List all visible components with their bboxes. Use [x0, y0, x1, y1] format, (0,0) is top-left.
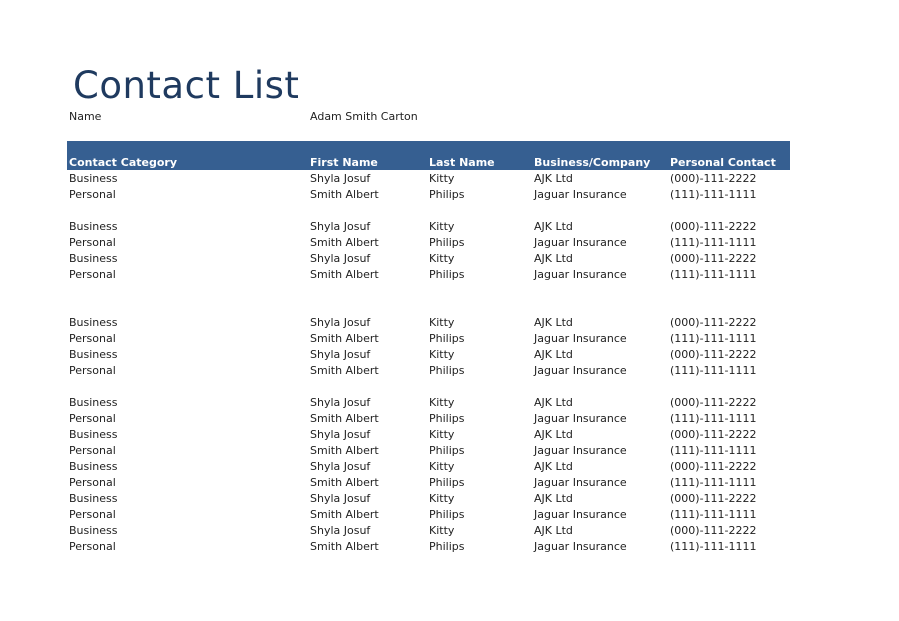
cell-contact-category: Personal — [69, 332, 116, 345]
cell-contact-category: Business — [69, 316, 118, 329]
cell-contact-category: Business — [69, 428, 118, 441]
cell-personal-contact: (000)-111-2222 — [670, 396, 757, 409]
cell-last-name: Philips — [429, 444, 465, 457]
cell-last-name: Philips — [429, 332, 465, 345]
cell-business-company: Jaguar Insurance — [534, 444, 627, 457]
table-row — [0, 411, 899, 427]
cell-last-name: Kitty — [429, 316, 455, 329]
cell-last-name: Philips — [429, 188, 465, 201]
cell-first-name: Smith Albert — [310, 540, 379, 553]
cell-personal-contact: (111)-111-1111 — [670, 540, 757, 553]
cell-personal-contact: (000)-111-2222 — [670, 492, 757, 505]
cell-contact-category: Personal — [69, 540, 116, 553]
cell-business-company: Jaguar Insurance — [534, 332, 627, 345]
cell-personal-contact: (000)-111-2222 — [670, 172, 757, 185]
cell-last-name: Kitty — [429, 396, 455, 409]
header-contact-category: Contact Category — [69, 156, 177, 169]
cell-personal-contact: (000)-111-2222 — [670, 252, 757, 265]
cell-first-name: Shyla Josuf — [310, 220, 371, 233]
cell-business-company: AJK Ltd — [534, 396, 573, 409]
cell-last-name: Kitty — [429, 524, 455, 537]
cell-business-company: AJK Ltd — [534, 252, 573, 265]
cell-contact-category: Personal — [69, 236, 116, 249]
cell-last-name: Kitty — [429, 428, 455, 441]
cell-business-company: AJK Ltd — [534, 348, 573, 361]
header-personal-contact: Personal Contact — [670, 156, 776, 169]
cell-last-name: Philips — [429, 540, 465, 553]
cell-business-company: AJK Ltd — [534, 460, 573, 473]
table-row — [0, 491, 899, 507]
cell-contact-category: Personal — [69, 364, 116, 377]
name-label: Name — [69, 110, 102, 123]
cell-first-name: Shyla Josuf — [310, 524, 371, 537]
cell-first-name: Shyla Josuf — [310, 492, 371, 505]
cell-personal-contact: (000)-111-2222 — [670, 428, 757, 441]
table-row — [0, 251, 899, 267]
table-row — [0, 331, 899, 347]
table-row — [0, 347, 899, 363]
cell-first-name: Smith Albert — [310, 476, 379, 489]
cell-contact-category: Business — [69, 220, 118, 233]
table-row — [0, 363, 899, 379]
cell-business-company: AJK Ltd — [534, 524, 573, 537]
table-row — [0, 171, 899, 187]
cell-first-name: Shyla Josuf — [310, 348, 371, 361]
header-last-name: Last Name — [429, 156, 495, 169]
cell-personal-contact: (111)-111-1111 — [670, 268, 757, 281]
cell-last-name: Philips — [429, 476, 465, 489]
cell-personal-contact: (000)-111-2222 — [670, 316, 757, 329]
cell-first-name: Smith Albert — [310, 188, 379, 201]
cell-business-company: AJK Ltd — [534, 316, 573, 329]
cell-personal-contact: (111)-111-1111 — [670, 188, 757, 201]
cell-personal-contact: (111)-111-1111 — [670, 508, 757, 521]
cell-first-name: Smith Albert — [310, 444, 379, 457]
cell-business-company: Jaguar Insurance — [534, 412, 627, 425]
cell-business-company: Jaguar Insurance — [534, 476, 627, 489]
cell-personal-contact: (000)-111-2222 — [670, 460, 757, 473]
cell-business-company: AJK Ltd — [534, 172, 573, 185]
cell-personal-contact: (111)-111-1111 — [670, 364, 757, 377]
table-row — [0, 315, 899, 331]
cell-business-company: AJK Ltd — [534, 492, 573, 505]
cell-business-company: AJK Ltd — [534, 220, 573, 233]
cell-business-company: Jaguar Insurance — [534, 268, 627, 281]
cell-first-name: Shyla Josuf — [310, 396, 371, 409]
cell-last-name: Philips — [429, 364, 465, 377]
cell-personal-contact: (000)-111-2222 — [670, 524, 757, 537]
table-row — [0, 539, 899, 555]
cell-contact-category: Personal — [69, 268, 116, 281]
cell-last-name: Kitty — [429, 348, 455, 361]
cell-first-name: Shyla Josuf — [310, 172, 371, 185]
cell-first-name: Smith Albert — [310, 508, 379, 521]
cell-last-name: Philips — [429, 412, 465, 425]
cell-business-company: Jaguar Insurance — [534, 508, 627, 521]
cell-first-name: Shyla Josuf — [310, 460, 371, 473]
cell-first-name: Smith Albert — [310, 268, 379, 281]
header-business-company: Business/Company — [534, 156, 651, 169]
cell-contact-category: Business — [69, 460, 118, 473]
cell-contact-category: Business — [69, 396, 118, 409]
cell-business-company: Jaguar Insurance — [534, 540, 627, 553]
table-row — [0, 395, 899, 411]
cell-contact-category: Personal — [69, 188, 116, 201]
cell-contact-category: Business — [69, 252, 118, 265]
table-row — [0, 459, 899, 475]
cell-contact-category: Business — [69, 492, 118, 505]
cell-contact-category: Business — [69, 172, 118, 185]
cell-last-name: Kitty — [429, 172, 455, 185]
table-row — [0, 443, 899, 459]
cell-contact-category: Business — [69, 524, 118, 537]
cell-first-name: Shyla Josuf — [310, 252, 371, 265]
cell-personal-contact: (000)-111-2222 — [670, 220, 757, 233]
cell-last-name: Philips — [429, 268, 465, 281]
cell-business-company: Jaguar Insurance — [534, 236, 627, 249]
cell-last-name: Kitty — [429, 220, 455, 233]
cell-first-name: Smith Albert — [310, 412, 379, 425]
table-row — [0, 187, 899, 203]
cell-first-name: Shyla Josuf — [310, 316, 371, 329]
cell-personal-contact: (111)-111-1111 — [670, 236, 757, 249]
name-value: Adam Smith Carton — [310, 110, 418, 123]
cell-business-company: Jaguar Insurance — [534, 188, 627, 201]
cell-personal-contact: (000)-111-2222 — [670, 348, 757, 361]
cell-business-company: AJK Ltd — [534, 428, 573, 441]
cell-contact-category: Personal — [69, 412, 116, 425]
cell-first-name: Shyla Josuf — [310, 428, 371, 441]
table-row — [0, 475, 899, 491]
cell-contact-category: Business — [69, 348, 118, 361]
header-first-name: First Name — [310, 156, 378, 169]
cell-contact-category: Personal — [69, 508, 116, 521]
page-title: Contact List — [73, 64, 300, 107]
table-row — [0, 235, 899, 251]
cell-personal-contact: (111)-111-1111 — [670, 412, 757, 425]
table-row — [0, 427, 899, 443]
cell-contact-category: Personal — [69, 444, 116, 457]
cell-last-name: Philips — [429, 236, 465, 249]
cell-personal-contact: (111)-111-1111 — [670, 444, 757, 457]
table-row — [0, 219, 899, 235]
cell-last-name: Kitty — [429, 460, 455, 473]
cell-contact-category: Personal — [69, 476, 116, 489]
table-row — [0, 523, 899, 539]
cell-last-name: Philips — [429, 508, 465, 521]
cell-personal-contact: (111)-111-1111 — [670, 332, 757, 345]
cell-first-name: Smith Albert — [310, 332, 379, 345]
cell-first-name: Smith Albert — [310, 236, 379, 249]
table-row — [0, 267, 899, 283]
cell-last-name: Kitty — [429, 492, 455, 505]
cell-personal-contact: (111)-111-1111 — [670, 476, 757, 489]
cell-last-name: Kitty — [429, 252, 455, 265]
table-row — [0, 507, 899, 523]
cell-first-name: Smith Albert — [310, 364, 379, 377]
cell-business-company: Jaguar Insurance — [534, 364, 627, 377]
